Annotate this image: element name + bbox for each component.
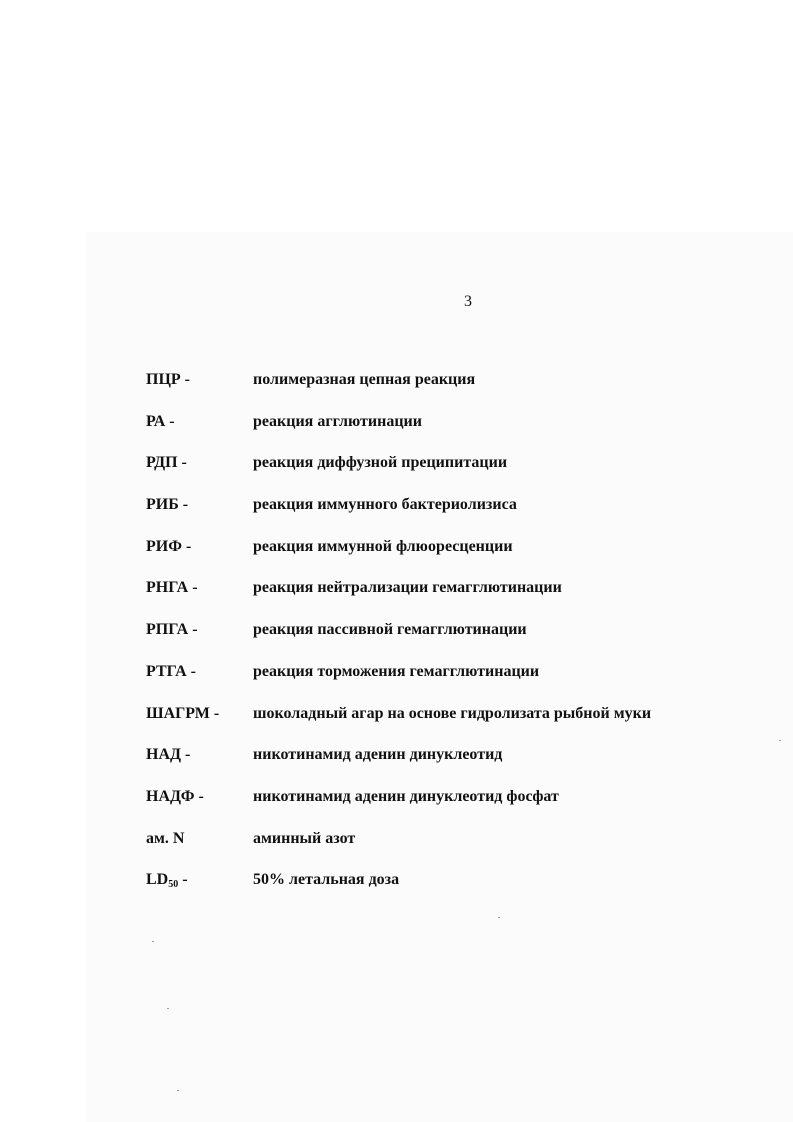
- abbreviation-definition: реакция агглютинации: [253, 412, 422, 430]
- abbreviation-row: [146, 493, 746, 535]
- abbreviation-row: [146, 868, 746, 910]
- abbreviation-definition: реакция иммунной флюоресценции: [253, 537, 513, 555]
- abbreviation-row: [146, 827, 746, 869]
- abbreviation-term: РИБ -: [146, 496, 189, 514]
- abbreviation-definition: 50% летальная доза: [253, 871, 400, 889]
- abbreviation-list: [146, 368, 746, 910]
- abbreviation-term: [146, 868, 188, 897]
- abbreviation-term: ШАГРМ -: [146, 704, 220, 722]
- abbreviation-term: РПГА -: [146, 621, 198, 639]
- abbreviation-term-main: LD: [146, 871, 169, 889]
- scan-speck: [779, 740, 781, 741]
- abbreviation-definition: аминный азот: [253, 829, 356, 847]
- abbreviation-row: [146, 410, 746, 452]
- abbreviation-term-suffix: -: [178, 871, 188, 889]
- abbreviation-term: РИФ -: [146, 537, 192, 555]
- abbreviation-row: [146, 785, 746, 827]
- abbreviation-row: [146, 660, 746, 702]
- page-number: 3: [464, 293, 472, 310]
- scan-speck: [167, 1008, 169, 1009]
- abbreviation-term: РА -: [146, 412, 175, 430]
- abbreviation-row: [146, 743, 746, 785]
- abbreviation-row: [146, 618, 746, 660]
- abbreviation-row: [146, 576, 746, 618]
- abbreviation-definition: реакция торможения гемагглютинации: [253, 662, 540, 680]
- abbreviation-term: ам. N: [146, 829, 185, 847]
- abbreviation-term: НАД -: [146, 746, 191, 764]
- abbreviation-term: РДП -: [146, 454, 187, 472]
- abbreviation-term: РНГА -: [146, 579, 198, 597]
- abbreviation-definition: никотинамид аденин динуклеотид фосфат: [253, 787, 559, 805]
- scan-speck: [177, 1090, 179, 1091]
- abbreviation-term: ПЦР -: [146, 371, 190, 388]
- abbreviation-definition: реакция иммунного бактериолизиса: [253, 496, 517, 514]
- abbreviation-row: [146, 702, 746, 744]
- abbreviation-row: [146, 368, 746, 410]
- abbreviation-row: [146, 451, 746, 493]
- abbreviation-term-subscript: 50: [168, 879, 179, 891]
- abbreviation-term: РТГА -: [146, 662, 196, 680]
- abbreviation-definition: никотинамид аденин динуклеотид: [253, 746, 503, 764]
- abbreviation-definition: шоколадный агар на основе гидролизата рыбной муки: [253, 704, 652, 722]
- abbreviation-row: [146, 535, 746, 577]
- abbreviation-definition: реакция нейтрализации гемагглютинации: [253, 579, 562, 597]
- scan-speck: [152, 941, 154, 942]
- abbreviation-definition: реакция диффузной преципитации: [253, 454, 508, 472]
- abbreviation-definition: полимеразная цепная реакция: [253, 371, 476, 388]
- abbreviation-definition: реакция пассивной гемагглютинации: [253, 621, 527, 639]
- scan-speck: [498, 917, 500, 918]
- abbreviation-term: НАДФ -: [146, 787, 204, 805]
